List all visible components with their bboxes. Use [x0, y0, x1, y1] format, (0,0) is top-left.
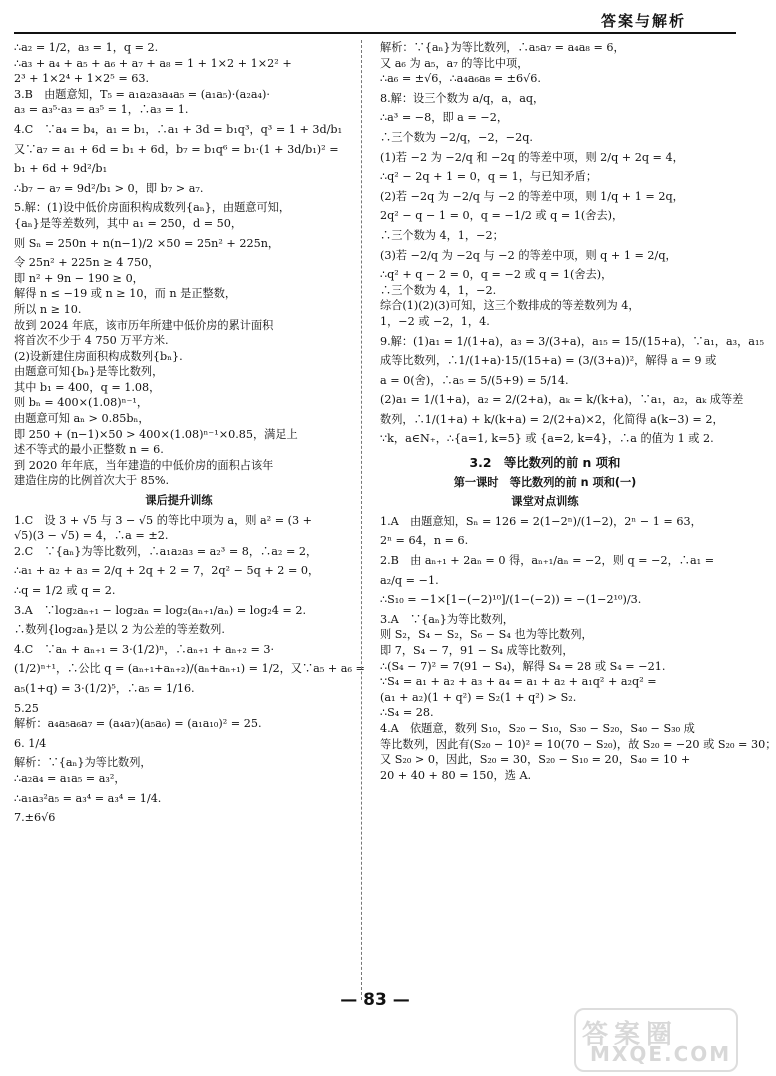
text-line: 建造住房的比例首次大于 85%.	[14, 474, 170, 488]
text-line: 成等比数列，∴1/(1+a)·15/(15+a) = (3/(3+a))²，解得 a = 9 或	[380, 354, 717, 368]
text-line: 9.解：(1)a₁ = 1/(1+a)，a₃ = 3/(3+a)，a₁₅ = 15/(15+a)，∵a₁，a₃，a₁₅	[380, 334, 764, 348]
text-line: 5.解：(1)设中低价房面积构成数列{aₙ}，由题意可知，	[14, 201, 291, 215]
text-line: 则 Sₙ = 250n + n(n−1)/2 ×50 = 25n² + 225n，	[14, 236, 280, 250]
text-line: 2.B 由 aₙ₊₁ + 2aₙ = 0 得，aₙ₊₁/aₙ = −2，则 q = −2，∴a₁ =	[380, 554, 715, 568]
text-line: 3.A ∵{aₙ}为等比数列，	[380, 612, 514, 626]
text-line: 1，−2 或 −2，1，4.	[380, 314, 490, 328]
text-line: 又∵a₇ = a₁ + 6d = b₁ + 6d，b₇ = b₁q⁶ = b₁·(1 + 3d/b₁)² =	[14, 142, 339, 156]
text-line: b₁ + 6d + 9d²/b₁	[14, 162, 108, 176]
text-line: (1/2)ⁿ⁺¹，∴公比 q = (aₙ₊₁+aₙ₊₂)/(aₙ+aₙ₊₁) = 1/2，又∵a₅ + a₆ =	[14, 662, 365, 676]
text-line: ∴三个数为 4，1，−2.	[380, 283, 497, 297]
text-line: √5)(3 − √5) = 4，∴a = ±2.	[14, 529, 169, 543]
text-line: ∴a₃ + a₄ + a₅ + a₆ + a₇ + a₈ = 1 + 1×2 + 1×2² +	[14, 56, 292, 70]
text-line: ∴三个数为 −2/q，−2，−2q.	[380, 130, 533, 144]
text-line: 解得 n ≤ −19 或 n ≥ 10，而 n 是正整数，	[14, 287, 237, 301]
text-line: 由题意可知 aₙ > 0.85bₙ，	[14, 412, 150, 426]
section-heading: 课后提升训练	[145, 494, 213, 508]
text-line: 解析：∵{aₙ}为等比数列，	[14, 756, 152, 770]
left-column	[14, 40, 365, 826]
text-line: a₂/q = −1.	[380, 573, 439, 587]
text-line: 2.C ∵{aₙ}为等比数列，∴a₁a₂a₃ = a₂³ = 8，∴a₂ = 2，	[14, 544, 318, 558]
text-line: 2³ + 1×2⁴ + 1×2⁵ = 63.	[14, 72, 150, 86]
text-line: 则 S₂，S₄ − S₂，S₆ − S₄ 也为等比数列，	[380, 628, 593, 642]
text-line: ∵k，a∈N₊，∴{a=1, k=5} 或 {a=2, k=4}，∴a 的值为 1 或 2.	[380, 432, 714, 446]
text-line: ∴a₁ + a₂ + a₃ = 2/q + 2q + 2 = 7，2q² − 5q + 2 = 0，	[14, 564, 320, 578]
text-line: 即 n² + 9n − 190 ≥ 0，	[14, 271, 144, 285]
text-line: 由题意可知{bₙ}是等比数列，	[14, 365, 164, 379]
text-line: ∴a³ = −8，即 a = −2，	[380, 111, 509, 125]
text-line: ∴a₆ = ±√6，∴a₄a₆a₈ = ±6√6.	[380, 72, 541, 86]
text-line: {aₙ}是等差数列，其中 a₁ = 250，d = 50，	[14, 216, 243, 230]
watermark-text: 答案圈	[582, 1020, 679, 1050]
text-line: 故到 2024 年底，该市历年所建中低价房的累计面积	[14, 318, 274, 332]
column-divider	[361, 40, 362, 1000]
text-line: (a₁ + a₂)(1 + q²) = S₂(1 + q²) > S₂.	[380, 690, 577, 704]
text-line: 3.B 由题意知，T₅ = a₁a₂a₃a₄a₅ = (a₁a₅)·(a₂a₄)·	[14, 87, 270, 101]
text-line: 2ⁿ = 64，n = 6.	[380, 534, 469, 548]
text-line: 8.解：设三个数为 a/q，a，aq，	[380, 91, 545, 105]
text-line: (2)若 −2q 为 −2/q 与 −2 的等差中项，则 1/q + 1 = 2q，	[380, 189, 684, 203]
text-line: 又 S₂₀ > 0，因此，S₂₀ = 30，S₂₀ − S₁₀ = 20，S₄₀ = 10 +	[380, 753, 691, 767]
watermark-logo	[574, 1008, 738, 1072]
text-line: (2)设新建住房面积构成数列{bₙ}.	[14, 349, 183, 363]
text-line: 所以 n ≥ 10.	[14, 302, 82, 316]
text-line: 5.25	[14, 701, 39, 715]
text-line: 令 25n² + 225n ≥ 4 750，	[14, 256, 160, 270]
text-line: a₅(1+q) = 3·(1/2)⁵，∴a₅ = 1/16.	[14, 681, 195, 695]
text-line: 1.A 由题意知，Sₙ = 126 = 2(1−2ⁿ)/(1−2)，2ⁿ − 1 = 63，	[380, 514, 702, 528]
text-line: 解析：a₄a₅a₆a₇ = (a₄a₇)(a₅a₆) = (a₁a₁₀)² = 25.	[14, 717, 262, 731]
text-line: 到 2020 年年底，当年建造的中低价房的面积占该年	[14, 458, 274, 472]
text-line: 即 7，S₄ − 7，91 − S₄ 成等比数列，	[380, 644, 574, 657]
text-line: ∴(S₄ − 7)² = 7(91 − S₄)，解得 S₄ = 28 或 S₄ = −21.	[380, 659, 666, 673]
text-line: 20 + 40 + 80 = 150，选 A.	[380, 768, 532, 782]
text-line: ∴a₁a₃²a₅ = a₃⁴ = a₃⁴ = 1/4.	[14, 791, 162, 805]
text-line: 6. 1/4	[14, 736, 47, 750]
text-line: (2)a₁ = 1/(1+a)，a₂ = 2/(2+a)，aₖ = k/(k+a)，∵a₁，a₂，aₖ 成等差	[380, 393, 744, 407]
text-line: 解析：∵{aₙ}为等比数列，∴a₅a₇ = a₄a₈ = 6，	[380, 41, 625, 54]
text-line: ∴q = 1/2 或 q = 2.	[14, 584, 116, 597]
subsection-heading: 课堂对点训练	[511, 495, 579, 509]
text-line: 等比数列，因此有(S₂₀ − 10)² = 10(70 − S₂₀)，故 S₂₀ = −20 或 S₂₀ = 30；	[380, 737, 776, 751]
text-line: 3.A ∵log₂aₙ₊₁ − log₂aₙ = log₂(aₙ₊₁/aₙ) = log₂4 = 2.	[14, 603, 307, 617]
text-line: 其中 b₁ = 400，q = 1.08，	[14, 380, 161, 394]
text-line: a = 0(舍)，∴a₅ = 5/(5+9) = 5/14.	[380, 373, 569, 387]
text-line: 7.±6√6	[14, 811, 56, 825]
text-line: ∴a₂a₄ = a₁a₅ = a₃²，	[14, 771, 126, 785]
lesson-heading: 第一课时 等比数列的前 n 项和(一)	[453, 475, 637, 489]
section-heading: 3.2 等比数列的前 n 项和	[469, 455, 621, 471]
text-line: 综合(1)(2)(3)可知，这三个数排成的等差数列为 4，	[380, 299, 640, 313]
watermark-url: MXQE.COM	[590, 1042, 732, 1066]
text-line: 述不等式的最小正整数 n = 6.	[14, 443, 164, 457]
text-line: ∴q² − 2q + 1 = 0，q = 1，与已知矛盾；	[380, 170, 598, 184]
text-line: 则 bₙ = 400×(1.08)ⁿ⁻¹，	[14, 396, 149, 410]
right-column	[380, 40, 776, 783]
text-line: ∴三个数为 4，1，−2；	[380, 228, 504, 242]
text-line: ∴数列{log₂aₙ}是以 2 为公差的等差数列.	[14, 623, 225, 637]
text-line: 4.C ∵a₄ = b₄，a₁ = b₁，∴a₁ + 3d = b₁q³，q³ = 1 + 3d/b₁	[14, 122, 343, 136]
text-line: 2q² − q − 1 = 0，q = −1/2 或 q = 1(舍去)，	[380, 209, 624, 223]
header-rule	[14, 32, 736, 34]
text-line: 将首次不少于 4 750 万平方米.	[14, 334, 169, 348]
text-line: a₃ = a₃⁵·a₃ = a₃⁵ = 1，∴a₃ = 1.	[14, 103, 189, 117]
text-line: 即 250 + (n−1)×50 > 400×(1.08)ⁿ⁻¹×0.85，满足上	[14, 427, 298, 441]
text-line: 1.C 设 3 + √5 与 3 − √5 的等比中项为 a，则 a² = (3 +	[14, 513, 313, 527]
text-line: ∵S₄ = a₁ + a₂ + a₃ + a₄ = a₁ + a₂ + a₁q² + a₂q² =	[380, 675, 657, 689]
text-line: 4.C ∵aₙ + aₙ₊₁ = 3·(1/2)ⁿ，∴aₙ₊₁ + aₙ₊₂ = 3·	[14, 642, 275, 656]
text-line: ∴S₄ = 28.	[380, 706, 434, 720]
text-line: 又 a₆ 为 a₅，a₇ 的等比中项，	[380, 56, 529, 70]
text-line: (3)若 −2/q 为 −2q 与 −2 的等差中项，则 q + 1 = 2/q，	[380, 248, 677, 262]
text-line: 数列，∴1/(1+a) + k/(k+a) = 2/(2+a)×2，化简得 a(k−3) = 2，	[380, 412, 724, 426]
text-line: ∴q² + q − 2 = 0，q = −2 或 q = 1(舍去)，	[380, 268, 613, 282]
text-line: (1)若 −2 为 −2/q 和 −2q 的等差中项，则 2/q + 2q = 4，	[380, 150, 684, 164]
header-title: 答案与解析	[600, 12, 686, 30]
text-line: ∴b₇ − a₇ = 9d²/b₁ > 0，即 b₇ > a₇.	[14, 181, 204, 195]
text-line: ∴a₂ = 1/2，a₃ = 1，q = 2.	[14, 41, 159, 54]
text-line: 4.A 依题意，数列 S₁₀，S₂₀ − S₁₀，S₃₀ − S₂₀，S₄₀ − S₃₀ 成	[380, 721, 695, 735]
page-number: — 83 —	[340, 990, 410, 1010]
text-line: ∴S₁₀ = −1×[1−(−2)¹⁰]/(1−(−2)) = −(1−2¹⁰)/3.	[380, 593, 642, 607]
